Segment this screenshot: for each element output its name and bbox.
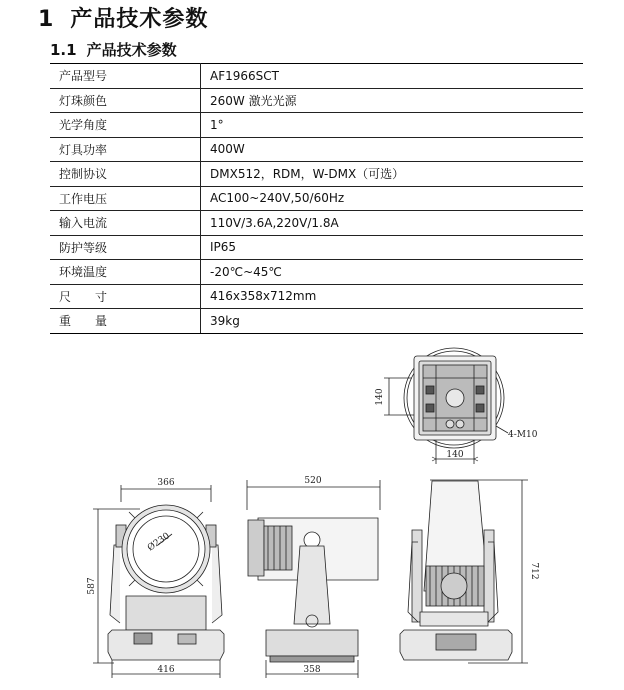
- spec-value: 416x358x712mm: [201, 284, 584, 309]
- spec-label: 控制协议: [50, 162, 201, 187]
- spec-value: 400W: [201, 137, 584, 162]
- spec-label: 重 量: [50, 309, 201, 334]
- spec-label: 输入电流: [50, 211, 201, 236]
- side-view: [247, 480, 380, 678]
- spec-label: 光学角度: [50, 113, 201, 138]
- spec-value: -20℃~45℃: [201, 260, 584, 285]
- spec-value: 110V/3.6A,220V/1.8A: [201, 211, 584, 236]
- spec-label: 工作电压: [50, 186, 201, 211]
- spec-label: 环境温度: [50, 260, 201, 285]
- front-view: [93, 485, 224, 678]
- subsection-title: 产品技术参数: [86, 41, 177, 59]
- spec-value: 260W 激光光源: [201, 88, 584, 113]
- dim-label: 587: [87, 577, 97, 595]
- spec-value: DMX512，RDM，W-DMX（可选）: [201, 162, 584, 187]
- section-number: 1: [38, 7, 55, 32]
- spec-label: 产品型号: [50, 64, 201, 89]
- spec-label: 尺 寸: [50, 284, 201, 309]
- dim-label: 358: [303, 665, 321, 675]
- spec-value: AC100~240V,50/60Hz: [201, 186, 584, 211]
- spec-value: AF1966SCT: [201, 64, 584, 89]
- base-view: [384, 348, 508, 464]
- dim-label: Ø230: [145, 531, 172, 554]
- dim-label: 520: [304, 476, 322, 486]
- spec-value: 1°: [201, 113, 584, 138]
- spec-value: 39kg: [201, 309, 584, 334]
- spec-label: 防护等级: [50, 235, 201, 260]
- dim-label: 712: [529, 562, 539, 580]
- dim-label: 140: [446, 450, 464, 460]
- mount-label: 4-M10: [508, 430, 538, 440]
- section-title: 产品技术参数: [70, 7, 209, 32]
- dim-label: 416: [157, 665, 175, 675]
- spec-value: IP65: [201, 235, 584, 260]
- rear-view: [400, 480, 528, 663]
- dim-label: 366: [157, 478, 175, 488]
- dim-label: 140: [375, 388, 385, 406]
- spec-label: 灯珠颜色: [50, 88, 201, 113]
- subsection-number: 1.1: [50, 41, 77, 59]
- spec-label: 灯具功率: [50, 137, 201, 162]
